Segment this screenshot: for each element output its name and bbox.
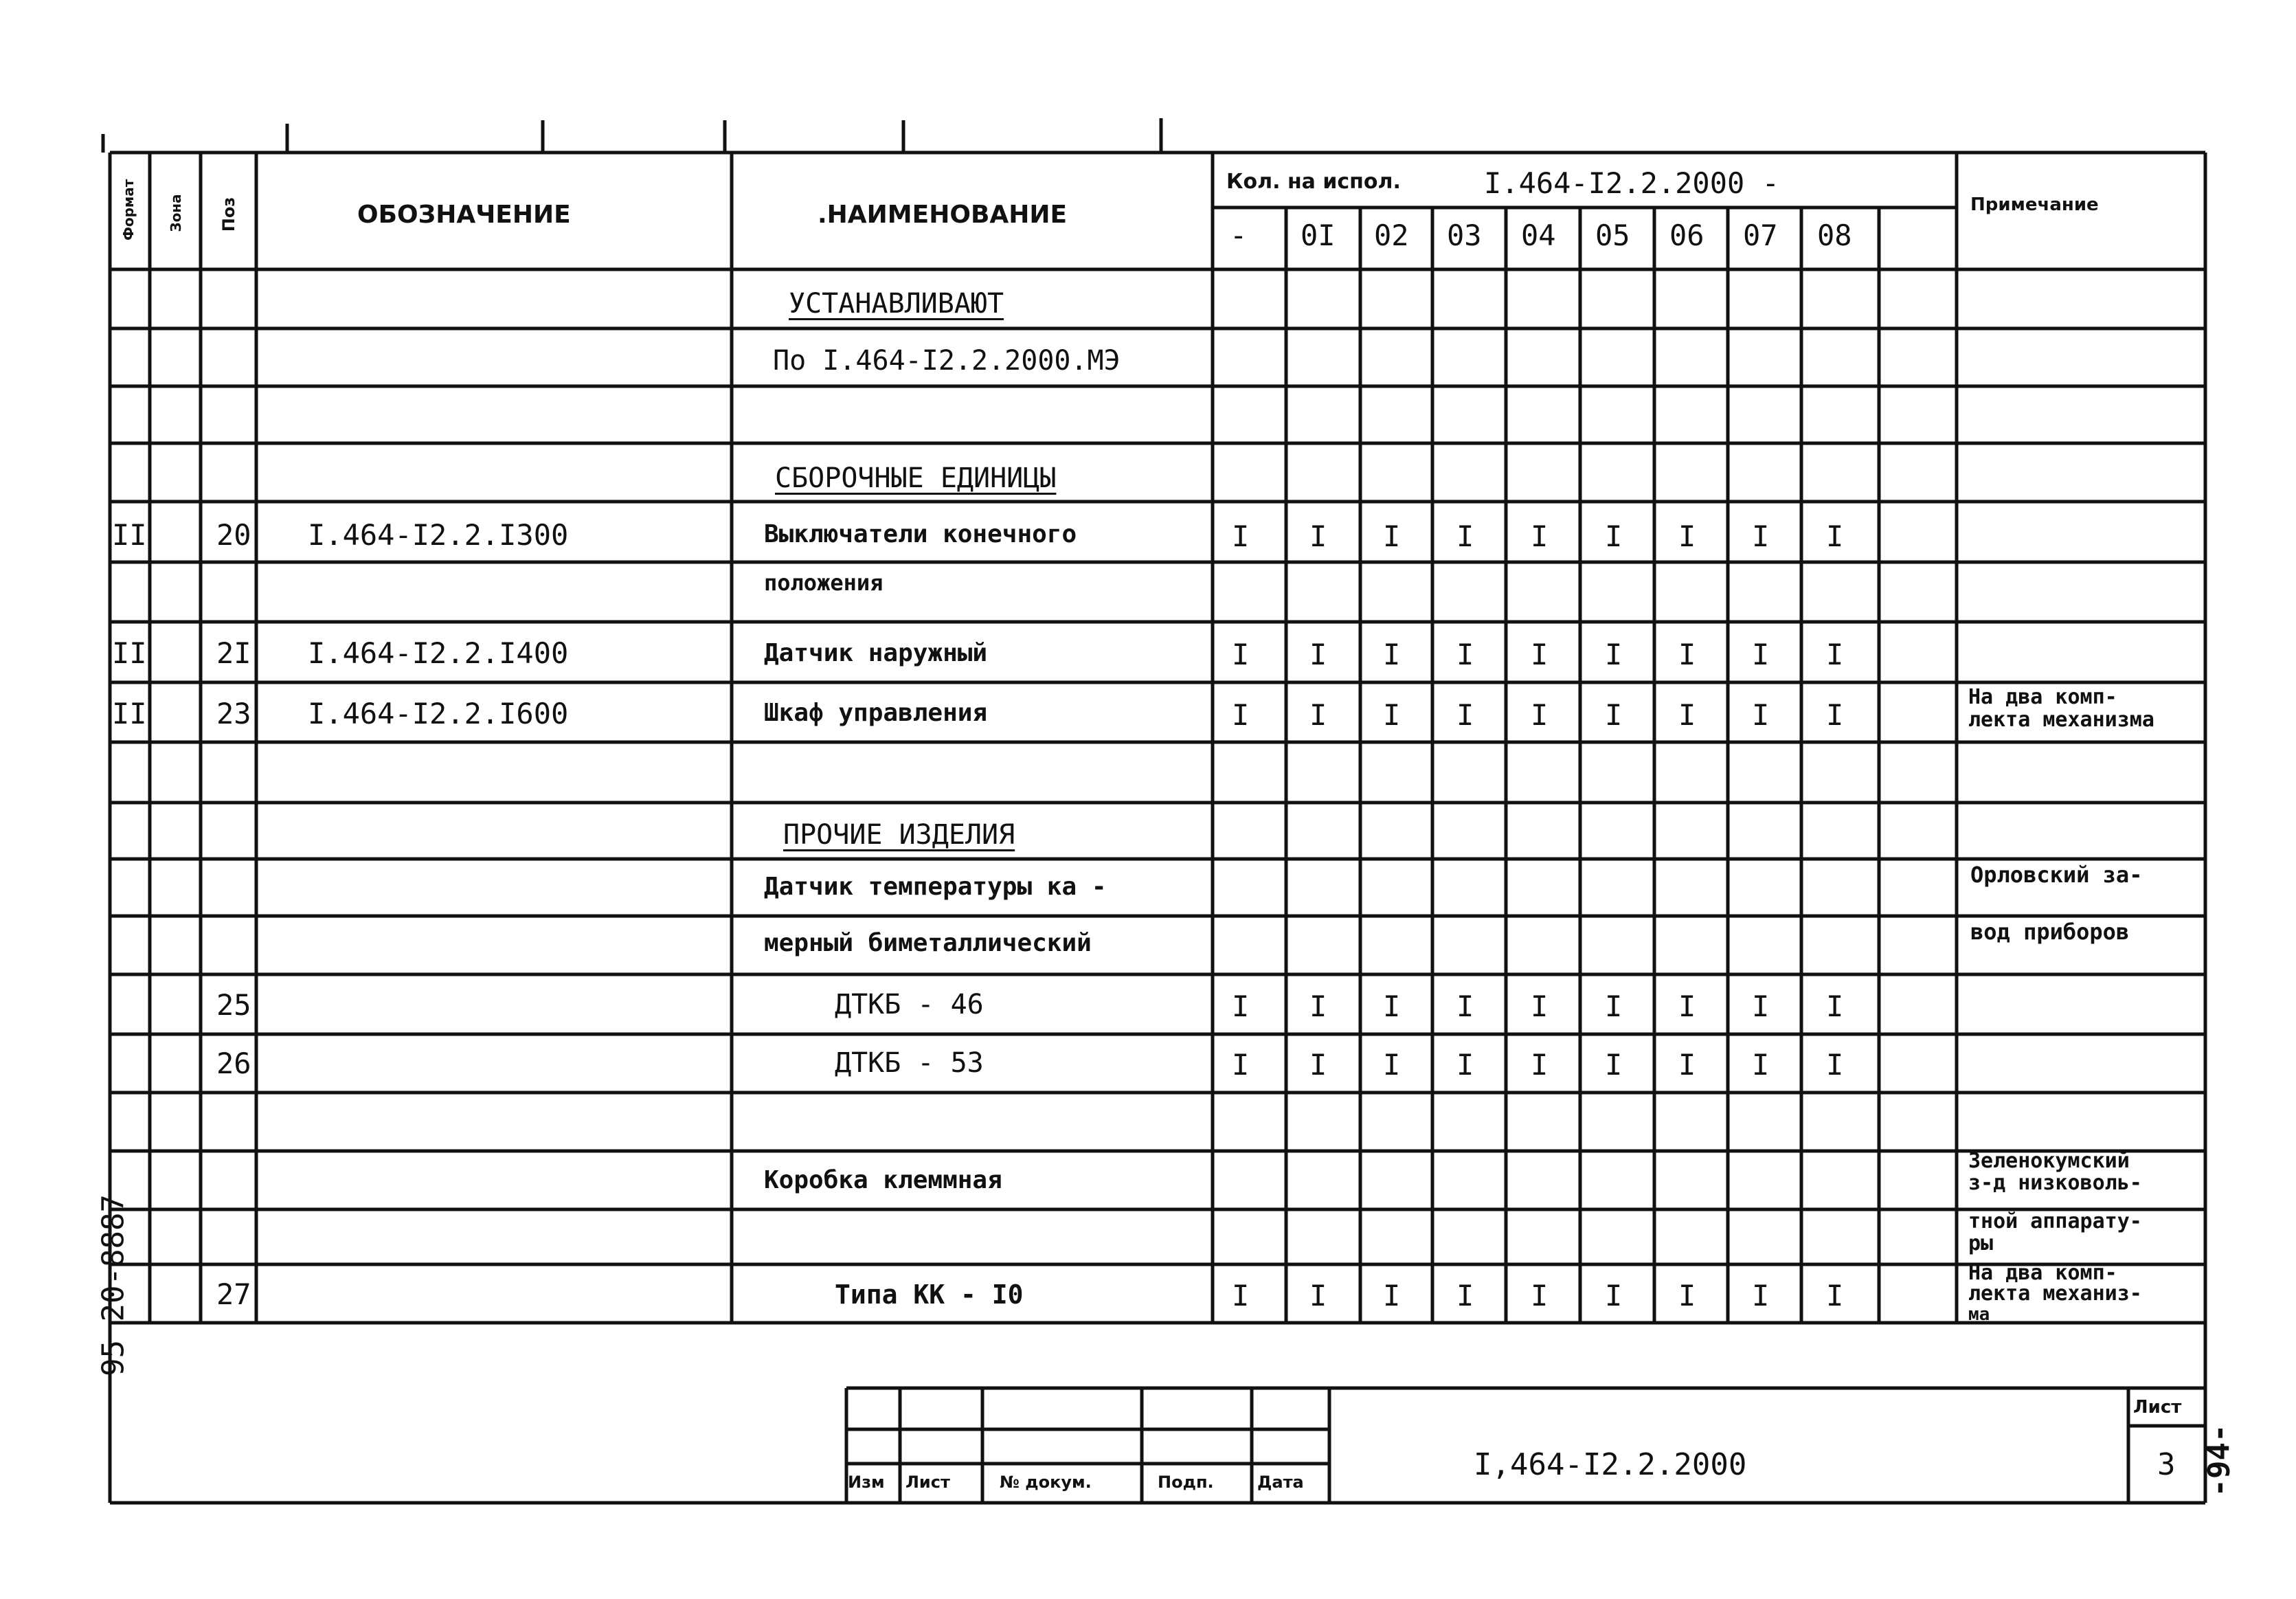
row-format: II <box>112 518 147 552</box>
header-note: Примечание <box>1970 194 2099 215</box>
quantity-cell: I <box>1752 1048 1770 1082</box>
quantity-cell: I <box>1232 989 1250 1023</box>
title-izm: Изм <box>848 1473 885 1492</box>
variant-header: 04 <box>1521 219 1556 252</box>
row-pos: 26 <box>216 1047 251 1080</box>
quantity-cell: I <box>1605 989 1623 1023</box>
margin-left-handwritten: 95 20-8887 <box>95 1194 131 1376</box>
quantity-cell: I <box>1456 638 1474 671</box>
row-name: Выключатели конечного <box>764 520 1077 548</box>
quantity-cell: I <box>1678 1279 1696 1312</box>
quantity-cell: I <box>1531 1279 1549 1312</box>
quantity-cell: I <box>1531 1048 1549 1082</box>
quantity-cell: I <box>1383 519 1401 553</box>
title-doc-number: I,464-I2.2.2000 <box>1474 1447 1747 1482</box>
quantity-cell: I <box>1752 698 1770 732</box>
quantity-cell: I <box>1752 638 1770 671</box>
quantity-cell: I <box>1678 698 1696 732</box>
section-title-assembly: СБОРОЧНЫЕ ЕДИНИЦЫ <box>775 462 1057 494</box>
quantity-cell: I <box>1678 638 1696 671</box>
row-designation: I.464-I2.2.I300 <box>308 518 569 552</box>
quantity-cell: I <box>1826 1279 1844 1312</box>
quantity-cell: I <box>1232 698 1250 732</box>
row-name: Типа КК - I0 <box>835 1279 1024 1310</box>
row-pos: 2I <box>216 636 251 670</box>
quantity-cell: I <box>1232 1279 1250 1312</box>
section-title-install: УСТАНАВЛИВАЮТ <box>789 288 1004 320</box>
quantity-cell: I <box>1678 519 1696 553</box>
row-note: лекта механизма <box>1968 708 2154 732</box>
row-name: Датчик наружный <box>764 639 988 667</box>
header-zone: Зона <box>168 194 184 232</box>
title-date: Дата <box>1257 1473 1304 1492</box>
row-note: На два комп- <box>1968 685 2117 709</box>
quantity-cell: I <box>1383 1048 1401 1082</box>
quantity-cell: I <box>1531 989 1549 1023</box>
row-designation: I.464-I2.2.I400 <box>308 636 569 670</box>
row-pos: 23 <box>216 697 251 730</box>
quantity-cell: I <box>1309 698 1327 732</box>
quantity-cell: I <box>1605 1048 1623 1082</box>
row-note: На два комп- <box>1968 1261 2117 1285</box>
row-pos: 25 <box>216 988 251 1022</box>
variant-header: 05 <box>1595 219 1630 252</box>
row-name: ДТКБ - 46 <box>835 989 984 1020</box>
header-designation: ОБОЗНАЧЕНИЕ <box>357 201 571 229</box>
variant-header: 0I <box>1301 219 1336 252</box>
quantity-cell: I <box>1456 989 1474 1023</box>
row-name: Датчик температуры ка - <box>764 873 1107 901</box>
quantity-cell: I <box>1309 638 1327 671</box>
quantity-cell: I <box>1309 1279 1327 1312</box>
quantity-cell: I <box>1456 698 1474 732</box>
title-list: Лист <box>905 1473 950 1492</box>
row-format: II <box>112 636 147 670</box>
variant-header: 03 <box>1447 219 1482 252</box>
quantity-cell: I <box>1752 519 1770 553</box>
row-format: II <box>112 697 147 730</box>
quantity-cell: I <box>1605 1279 1623 1312</box>
quantity-cell: I <box>1752 989 1770 1023</box>
row-designation: I.464-I2.2.I600 <box>308 697 569 730</box>
row-pos: 20 <box>216 518 251 552</box>
header-qty-doc: I.464-I2.2.2000 - <box>1484 166 1779 200</box>
variant-header: 07 <box>1743 219 1778 252</box>
header-pos: Поз <box>219 197 238 232</box>
quantity-cell: I <box>1826 638 1844 671</box>
quantity-cell: I <box>1826 698 1844 732</box>
title-ndoc: № докум. <box>1000 1473 1092 1492</box>
quantity-cell: I <box>1531 519 1549 553</box>
row-note: ма <box>1968 1304 1990 1325</box>
quantity-cell: I <box>1383 989 1401 1023</box>
quantity-cell: I <box>1752 1279 1770 1312</box>
row-note: тной аппарату- <box>1968 1209 2142 1233</box>
row-name: По I.464-I2.2.2000.МЭ <box>773 345 1121 377</box>
header-name: .НАИМЕНОВАНИЕ <box>818 201 1068 229</box>
quantity-cell: I <box>1232 519 1250 553</box>
row-note: з-д низковоль- <box>1968 1171 2142 1195</box>
variant-header: 08 <box>1817 219 1852 252</box>
quantity-cell: I <box>1456 519 1474 553</box>
row-note: Зеленокумский <box>1968 1149 2130 1173</box>
quantity-cell: I <box>1826 1048 1844 1082</box>
quantity-cell: I <box>1232 1048 1250 1082</box>
row-name: мерный биметаллический <box>764 929 1092 957</box>
quantity-cell: I <box>1605 638 1623 671</box>
quantity-cell: I <box>1383 1279 1401 1312</box>
variant-header: - <box>1230 219 1248 252</box>
variant-header: 06 <box>1669 219 1704 252</box>
header-format: Формат <box>120 179 137 241</box>
quantity-cell: I <box>1531 698 1549 732</box>
quantity-cell: I <box>1309 519 1327 553</box>
title-sheet-number: 3 <box>2157 1447 2176 1482</box>
row-note: Орловский за- <box>1970 862 2143 888</box>
title-podp: Подп. <box>1158 1473 1214 1492</box>
quantity-cell: I <box>1826 519 1844 553</box>
quantity-cell: I <box>1678 1048 1696 1082</box>
variant-header: 02 <box>1374 219 1409 252</box>
row-name: Коробка клеммная <box>764 1166 1002 1194</box>
quantity-cell: I <box>1456 1048 1474 1082</box>
row-note: лекта механиз- <box>1968 1282 2142 1306</box>
row-note: вод приборов <box>1970 919 2130 945</box>
quantity-cell: I <box>1678 989 1696 1023</box>
quantity-cell: I <box>1383 638 1401 671</box>
row-pos: 27 <box>216 1277 251 1311</box>
quantity-cell: I <box>1232 638 1250 671</box>
row-name: ДТКБ - 53 <box>835 1047 984 1079</box>
row-name: положения <box>764 570 883 596</box>
quantity-cell: I <box>1531 638 1549 671</box>
title-sheet-label: Лист <box>2133 1397 2182 1418</box>
quantity-cell: I <box>1605 698 1623 732</box>
header-qty-label: Кол. на испол. <box>1226 170 1401 194</box>
quantity-cell: I <box>1456 1279 1474 1312</box>
quantity-cell: I <box>1309 1048 1327 1082</box>
row-name: Шкаф управления <box>764 699 988 727</box>
quantity-cell: I <box>1383 698 1401 732</box>
quantity-cell: I <box>1309 989 1327 1023</box>
margin-right-page: -94- <box>2201 1424 2237 1497</box>
quantity-cell: I <box>1826 989 1844 1023</box>
quantity-cell: I <box>1605 519 1623 553</box>
section-title-other: ПРОЧИЕ ИЗДЕЛИЯ <box>783 819 1015 851</box>
row-note: ры <box>1968 1231 1994 1255</box>
